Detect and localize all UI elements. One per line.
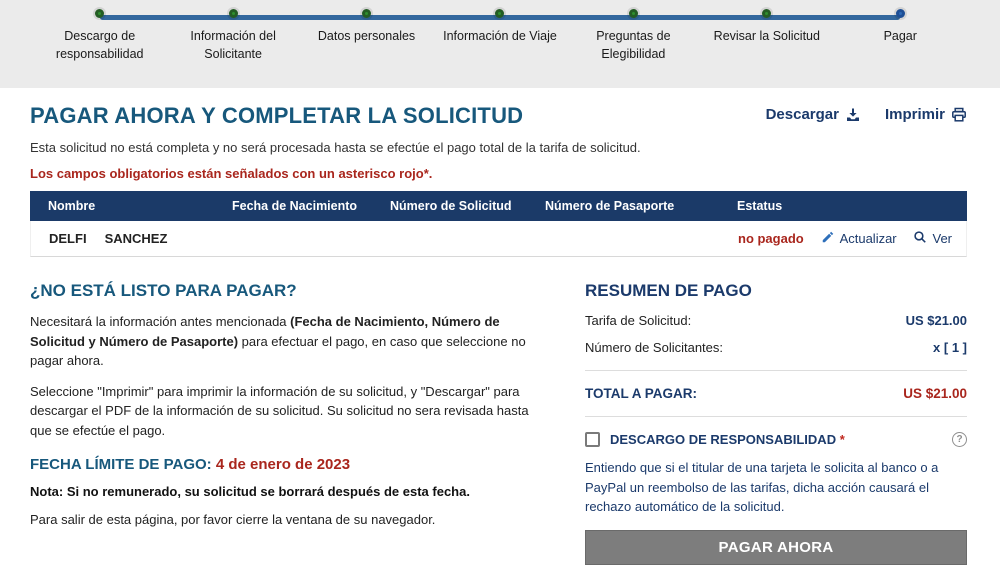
table-header xyxy=(30,191,967,221)
payment-deadline xyxy=(30,456,552,473)
table-row xyxy=(30,221,967,257)
download-button[interactable] xyxy=(766,106,861,123)
step-label: Información de Viaje xyxy=(443,29,557,43)
step-informacion-viaje[interactable] xyxy=(433,9,566,63)
col-header-numero-pasaporte: Número de Pasaporte xyxy=(545,199,675,213)
payment-summary-heading: RESUMEN DE PAGO xyxy=(585,281,752,300)
step-complete-dot-icon xyxy=(495,9,504,18)
step-label: Datos personales xyxy=(317,29,416,43)
step-complete-dot-icon xyxy=(229,9,238,18)
applicants-value: x [ 1 ] xyxy=(933,340,967,355)
step-descargo-responsabilidad[interactable] xyxy=(33,9,166,63)
deadline-label: FECHA LÍMITE DE PAGO: xyxy=(30,456,216,473)
step-complete-dot-icon xyxy=(95,9,104,18)
update-label: Actualizar xyxy=(839,231,897,246)
disclaimer-label: DESCARGO DE RESPONSABILIDAD * xyxy=(610,432,845,447)
not-ready-heading: ¿NO ESTÁ LISTO PARA PAGAR? xyxy=(30,281,297,300)
applicants-label: Número de Solicitantes: xyxy=(585,340,724,355)
deadline-date: 4 de enero de 2023 xyxy=(215,456,351,473)
step-preguntas-elegibilidad[interactable] xyxy=(567,9,700,63)
progress-stepper xyxy=(0,0,1000,88)
step-complete-dot-icon xyxy=(629,9,638,18)
step-pagar[interactable] xyxy=(834,9,967,63)
summary-divider xyxy=(585,370,967,371)
step-label: Preguntas de Elegibilidad xyxy=(596,29,671,62)
status-badge: no pagado xyxy=(738,231,804,246)
required-fields-note: Los campos obligatorios están señalados con un asterisco rojo*. xyxy=(30,166,433,181)
step-complete-dot-icon xyxy=(762,9,771,18)
view-label: Ver xyxy=(932,231,952,246)
col-header-fecha-nacimiento: Fecha de Nacimiento xyxy=(232,199,358,213)
intro-text: Esta solicitud no está completa y no será procesada hasta se efectúe el pago total de la tarifa de solicitud. xyxy=(30,140,641,155)
step-label: Pagar xyxy=(883,29,917,43)
not-ready-paragraph-2: Seleccione "Imprimir" para imprimir la información de su solicitud, y "Descargar" para descargar el PDF de la información de su solicitud. Su solicitud no sera revisada hasta que se efectúe el pago. xyxy=(30,383,529,438)
summary-divider xyxy=(585,416,967,417)
help-icon[interactable]: ? xyxy=(952,432,967,447)
print-button[interactable] xyxy=(885,106,967,123)
step-informacion-solicitante[interactable] xyxy=(166,9,299,63)
update-link[interactable] xyxy=(821,230,897,247)
step-label: Revisar la Solicitud xyxy=(713,29,820,43)
view-link[interactable] xyxy=(913,230,952,247)
total-value: US $21.00 xyxy=(903,386,967,401)
step-complete-dot-icon xyxy=(362,9,371,18)
pencil-icon xyxy=(821,230,835,247)
exit-instruction: Para salir de esta página, por favor cierre la ventana de su navegador. xyxy=(30,512,436,527)
fee-value: US $21.00 xyxy=(905,313,967,328)
applicant-first-name: DELFI xyxy=(49,231,87,246)
col-header-estatus: Estatus xyxy=(737,199,783,213)
step-label: Descargo de responsabilidad xyxy=(55,29,144,62)
print-label: Imprimir xyxy=(884,106,945,123)
disclaimer-checkbox[interactable] xyxy=(585,432,600,447)
total-label: TOTAL A PAGAR: xyxy=(585,386,697,401)
col-header-numero-solicitud: Número de Solicitud xyxy=(390,199,512,213)
printer-icon xyxy=(951,107,967,123)
step-current-dot-icon xyxy=(896,9,905,18)
applicant-last-name: SANCHEZ xyxy=(104,231,168,246)
disclaimer-text: Entiendo que si el titular de una tarjeta le solicita al banco o a PayPal un reembolso de las tarifas, dicha acción causará el rechazo automático de la solicitud. xyxy=(585,460,939,514)
download-icon xyxy=(845,107,861,123)
step-label: Información del Solicitante xyxy=(190,29,276,62)
required-asterisk: * xyxy=(839,432,845,447)
step-revisar-solicitud[interactable] xyxy=(700,9,833,63)
step-datos-personales[interactable] xyxy=(300,9,433,63)
download-label: Descargar xyxy=(765,106,839,123)
pay-now-button[interactable]: PAGAR AHORA xyxy=(585,530,967,565)
deletion-note: Nota: Si no remunerado, su solicitud se borrará después de esta fecha. xyxy=(30,484,470,499)
page-title: PAGAR AHORA Y COMPLETAR LA SOLICITUD xyxy=(30,103,524,128)
applicant-table xyxy=(30,191,967,257)
col-header-nombre: Nombre xyxy=(48,199,96,213)
fee-label: Tarifa de Solicitud: xyxy=(585,313,692,328)
magnifier-icon xyxy=(913,230,927,247)
not-ready-paragraph-1: Necesitará la información antes mencionada (Fecha de Nacimiento, Número de Solicitud y Número de Pasaporte) para efectuar el pago, en caso que seleccione no pagar ahora. xyxy=(30,314,526,368)
